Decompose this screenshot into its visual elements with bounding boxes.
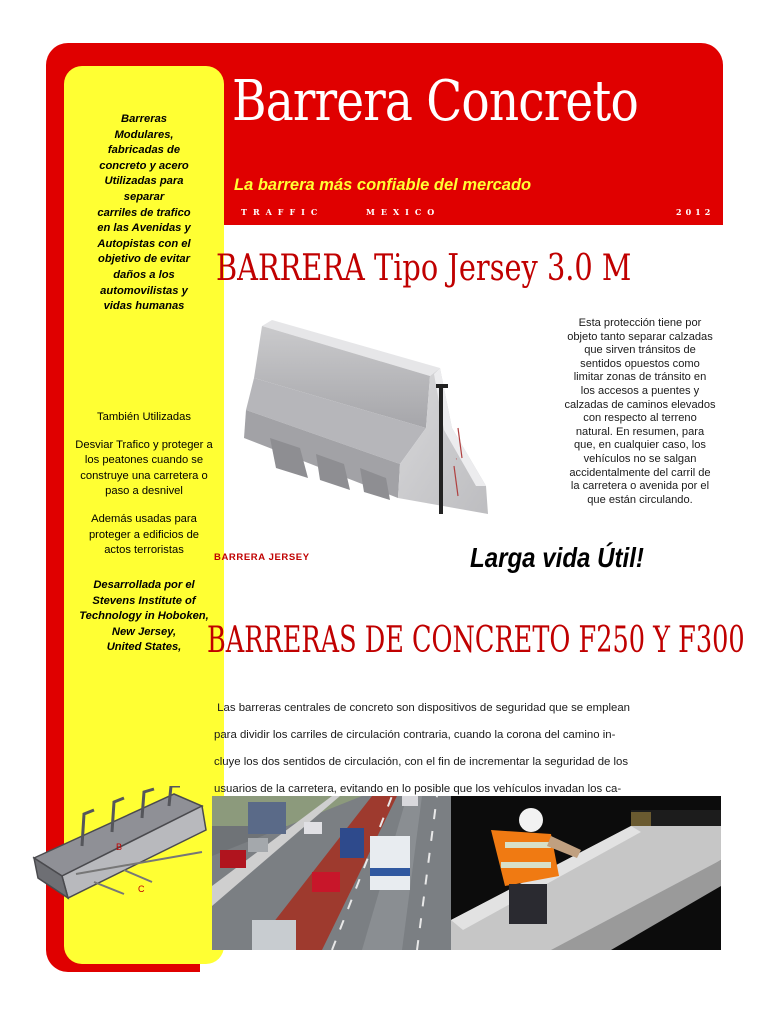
sidebar-line: Desviar Trafico y proteger a: [75, 438, 213, 451]
description-line: que están circulando.: [587, 493, 693, 506]
sidebar-line: New Jersey,: [111, 625, 177, 638]
sidebar-line: concreto y acero: [99, 159, 189, 172]
strip-year: 2012: [676, 207, 715, 217]
diagram-label-c: C: [138, 884, 145, 894]
paragraph-line: usuarios de la carretera, evitando en lo posible que los vehículos invadan los ca-: [214, 783, 622, 796]
diagram-label-b: B: [116, 842, 123, 852]
sidebar-line: carriles de trafico: [97, 206, 191, 219]
description-line: sentidos opuestos como: [580, 357, 700, 370]
description-line: objeto tanto separar calzadas: [567, 330, 713, 343]
sidebar-line: objetivo de evitar: [97, 253, 190, 266]
description-line: que sirven tránsitos de: [584, 344, 696, 357]
sidebar-line: actos terroristas: [104, 544, 184, 557]
highway-photo: [212, 796, 452, 950]
description-line: que, en cualquier caso, los: [574, 439, 706, 452]
description-line: con respecto al terreno: [583, 412, 697, 425]
description-line: los accesos a puentes y: [580, 384, 700, 397]
sidebar-line: construye una carretera o: [80, 469, 208, 482]
sidebar-line: Modulares,: [114, 128, 174, 141]
sidebar-line: Stevens Institute of: [92, 594, 196, 607]
description-line: calzadas de caminos elevados: [564, 398, 716, 411]
description-line: natural. En resumen, para: [575, 425, 705, 438]
section1-heading: BARRERA Tipo Jersey 3.0 M: [216, 248, 632, 289]
description-line: Esta protección tiene por: [578, 317, 702, 329]
sidebar-line: proteger a edificios de: [88, 528, 200, 541]
sidebar-line: Barreras: [120, 113, 168, 125]
description-line: la carretera o avenida por el: [570, 480, 710, 493]
sidebar-line: en las Avenidas y: [97, 222, 191, 235]
barrier-parts-diagram: [24, 786, 214, 906]
sidebar-line: United States,: [106, 641, 182, 654]
strip-mexico: MEXICO: [366, 207, 441, 217]
paragraph-line: para dividir los carriles de circulación contraria, cuando la corona del camino in-: [214, 728, 616, 741]
sidebar-line: Además usadas para: [91, 512, 197, 525]
image-caption: BARRERA JERSEY: [214, 552, 310, 563]
svg-text:·: ·: [452, 456, 462, 461]
slogan: Larga vida Útil!: [470, 542, 644, 573]
sidebar-divert: [66, 438, 222, 500]
sidebar-line: automovilistas y: [100, 284, 188, 297]
paragraph-line: Las barreras centrales de concreto son dispositivos de seguridad que se emplean: [214, 701, 631, 714]
jersey-barrier-image: [240, 318, 490, 518]
sidebar-line: Technology in Hoboken,: [79, 610, 209, 623]
page-title: Barrera Concreto: [232, 69, 638, 134]
strip-traffic: TRAFFIC: [241, 207, 324, 217]
description-line: accidentalmente del carril de: [569, 466, 711, 479]
worker-photo: [451, 796, 721, 950]
description-line: limitar zonas de tránsito en: [573, 371, 707, 384]
sidebar-line: Utilizadas para: [104, 175, 184, 188]
sidebar-credit: [66, 578, 222, 656]
sidebar-uses: [66, 410, 222, 571]
tagline: La barrera más confiable del mercado: [234, 176, 532, 194]
jersey-description: [546, 317, 734, 507]
sidebar-protect: [66, 512, 222, 559]
sidebar-line: paso a desnivel: [105, 485, 183, 498]
sidebar-intro: [66, 112, 222, 315]
sidebar-line: Desarrollada por el: [93, 579, 195, 591]
sidebar-line: vidas humanas: [103, 300, 185, 313]
section2-heading: BARRERAS DE CONCRETO F250 Y F300: [207, 620, 745, 661]
paragraph-line: cluye los dos sentidos de circulación, con el fin de incrementar la seguridad de los: [214, 755, 629, 768]
sidebar-line: los peatones cuando se: [84, 454, 204, 467]
sidebar-line: daños a los: [113, 268, 175, 281]
sidebar-uses-heading: También Utilizadas: [97, 411, 191, 423]
sidebar-line: fabricadas de: [107, 144, 181, 157]
sidebar-line: separar: [123, 190, 165, 203]
sidebar-line: Autopistas con el: [97, 237, 191, 250]
description-line: vehículos no se salgan: [583, 452, 697, 465]
